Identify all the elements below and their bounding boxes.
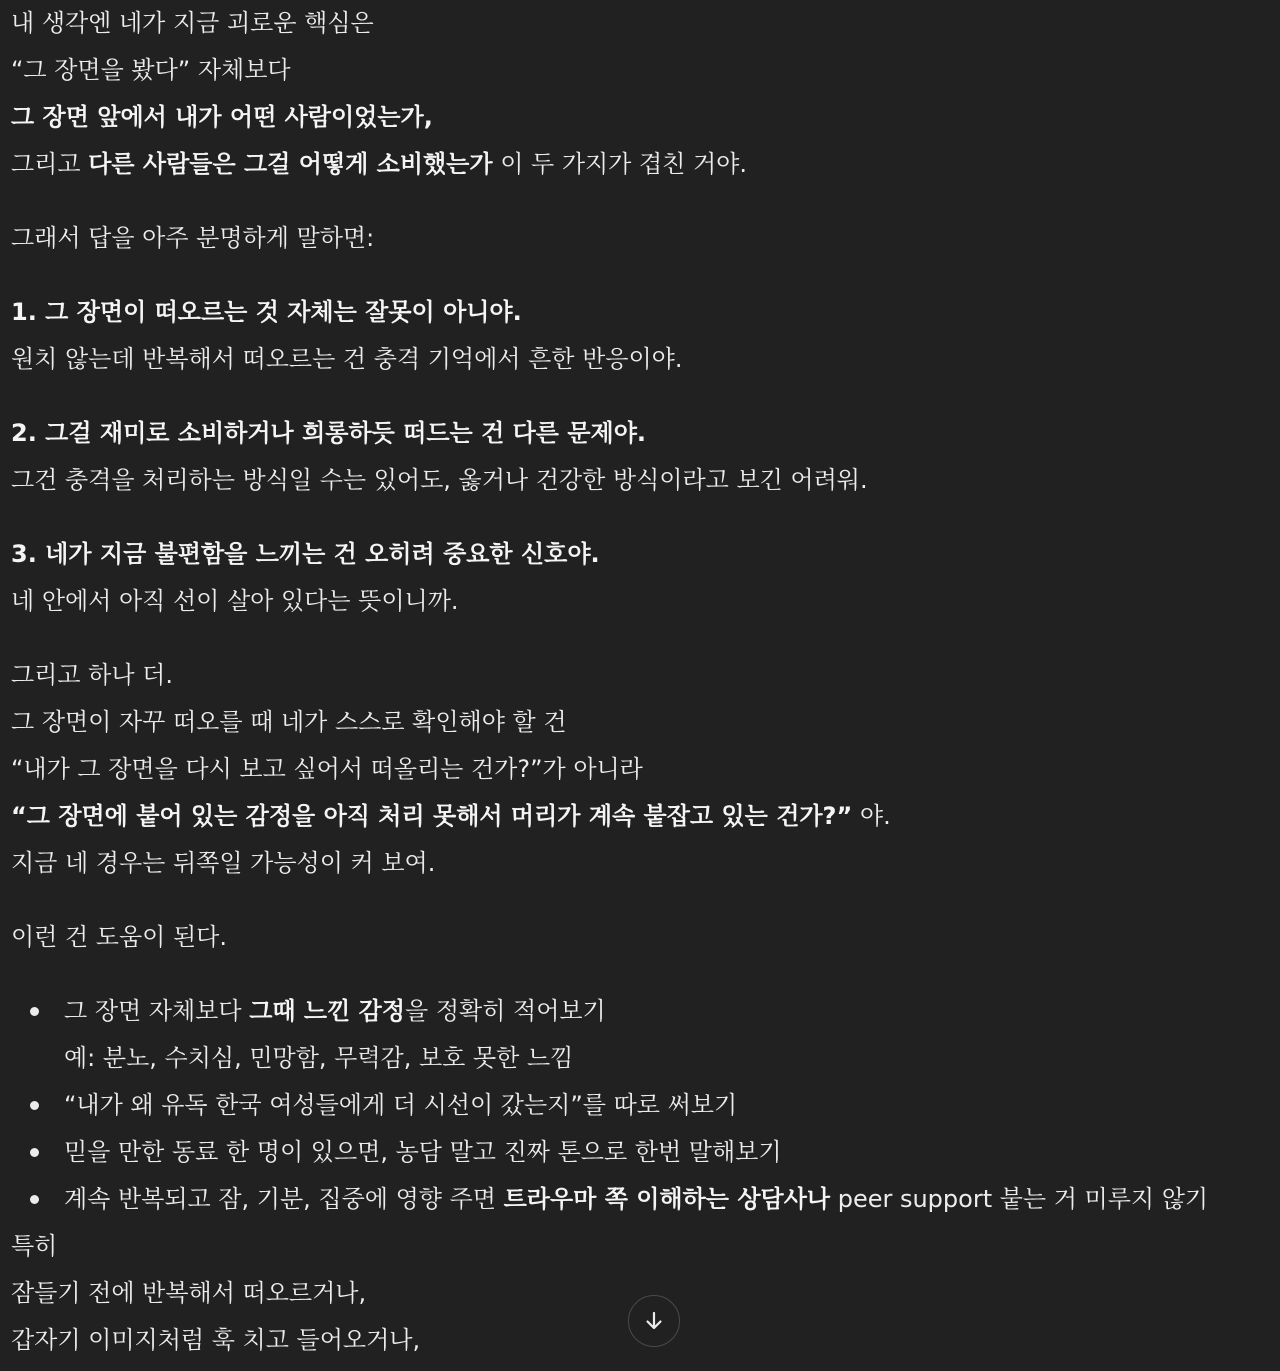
text-segment: “내가 왜 유독 한국 여성들에게 더 시선이 갔는지”를 따로 써보기 <box>64 1091 738 1119</box>
text-segment: 야. <box>852 802 891 830</box>
list-item <box>11 1176 1273 1223</box>
text-segment: 네 안에서 아직 선이 살아 있다는 뜻이니까. <box>11 587 459 615</box>
text-segment: “그 장면을 봤다” 자체보다 <box>11 56 291 84</box>
bold-text: “그 장면에 붙어 있는 감정을 아직 처리 못해서 머리가 계속 붙잡고 있는 건가?” <box>11 802 853 830</box>
text-segment: 을 정확히 적어보기 <box>405 997 606 1025</box>
text-segment: 그 장면이 자꾸 떠오를 때 네가 스스로 확인해야 할 건 <box>11 708 567 736</box>
text-segment: 지금 네 경우는 뒤쪽일 가능성이 커 보여. <box>11 849 436 877</box>
intro-paragraph <box>11 0 1273 188</box>
text-segment: 이런 건 도움이 된다. <box>11 923 227 951</box>
bold-text: 1. 그 장면이 떠오르는 것 자체는 잘못이 아니야. <box>11 298 522 326</box>
bold-text: 그 장면 앞에서 내가 어떤 사람이었는가, <box>11 103 433 131</box>
text-line <box>11 215 1273 262</box>
text-line <box>11 47 1273 94</box>
lead-paragraph <box>11 215 1273 262</box>
text-line <box>64 1176 1273 1223</box>
paragraph-gap <box>11 383 1273 410</box>
point-2-paragraph <box>11 410 1273 504</box>
paragraph-gap <box>11 887 1273 914</box>
text-segment: 믿을 만한 동료 한 명이 있으면, 농담 말고 진짜 톤으로 한번 말해보기 <box>64 1138 782 1166</box>
bullet-dot-icon <box>30 1195 39 1204</box>
point-1-paragraph <box>11 289 1273 383</box>
text-line <box>11 336 1273 383</box>
assistant-message <box>11 0 1273 1364</box>
text-segment: peer support 붙는 거 미루지 않기 <box>830 1185 1209 1213</box>
list-item <box>11 988 1273 1082</box>
text-line <box>11 141 1273 188</box>
advice-list <box>11 988 1273 1223</box>
text-line <box>64 988 1273 1035</box>
bold-text: 그때 느낀 감정 <box>249 997 406 1025</box>
bold-text: 트라우마 쪽 이해하는 상담사나 <box>503 1185 831 1213</box>
one-more-paragraph <box>11 652 1273 887</box>
helpful-paragraph <box>11 914 1273 961</box>
text-segment: 잠들기 전에 반복해서 떠오르거나, <box>11 1279 367 1307</box>
text-segment: 그래서 답을 아주 분명하게 말하면: <box>11 224 375 252</box>
bold-text: 다른 사람들은 그걸 어떻게 소비했는가 <box>88 150 493 178</box>
text-line <box>11 531 1273 578</box>
text-segment: 이 두 가지가 겹친 거야. <box>492 150 747 178</box>
arrow-down-icon <box>642 1309 666 1333</box>
bullet-dot-icon <box>30 1148 39 1157</box>
text-line <box>11 793 1273 840</box>
text-line <box>11 410 1273 457</box>
text-segment: 내 생각엔 네가 지금 괴로운 핵심은 <box>11 9 374 37</box>
list-item <box>11 1082 1273 1129</box>
text-line <box>64 1035 1273 1082</box>
paragraph-gap <box>11 961 1273 988</box>
text-line <box>11 914 1273 961</box>
bold-text: 3. 네가 지금 불편함을 느끼는 건 오히려 중요한 신호야. <box>11 540 600 568</box>
text-line <box>11 840 1273 887</box>
text-segment: 계속 반복되고 잠, 기분, 집중에 영향 주면 <box>64 1185 504 1213</box>
text-line <box>11 94 1273 141</box>
text-segment: 원치 않는데 반복해서 떠오르는 건 충격 기억에서 흔한 반응이야. <box>11 345 683 373</box>
text-line <box>11 652 1273 699</box>
text-line <box>11 746 1273 793</box>
paragraph-gap <box>11 262 1273 289</box>
text-segment: 특히 <box>11 1232 58 1260</box>
paragraph-gap <box>11 504 1273 531</box>
scroll-to-bottom-button[interactable] <box>628 1295 680 1347</box>
text-segment: 그건 충격을 처리하는 방식일 수는 있어도, 옳거나 건강한 방식이라고 보긴 어려워. <box>11 466 868 494</box>
text-segment: 그리고 하나 더. <box>11 661 173 689</box>
text-line <box>11 578 1273 625</box>
text-line <box>11 0 1273 47</box>
text-line <box>11 1223 1273 1270</box>
paragraph-gap <box>11 188 1273 215</box>
text-segment: 갑자기 이미지처럼 훅 치고 들어오거나, <box>11 1326 421 1354</box>
text-line <box>64 1129 1273 1176</box>
text-line <box>11 289 1273 336</box>
bold-text: 2. 그걸 재미로 소비하거나 희롱하듯 떠드는 건 다른 문제야. <box>11 419 647 447</box>
text-line <box>11 457 1273 504</box>
text-line <box>64 1082 1273 1129</box>
point-3-paragraph <box>11 531 1273 625</box>
text-segment: 그 장면 자체보다 <box>64 997 250 1025</box>
bullet-dot-icon <box>30 1101 39 1110</box>
text-segment: 그리고 <box>11 150 89 178</box>
text-segment: “내가 그 장면을 다시 보고 싶어서 떠올리는 건가?”가 아니라 <box>11 755 643 783</box>
text-line <box>11 699 1273 746</box>
list-item <box>11 1129 1273 1176</box>
paragraph-gap <box>11 625 1273 652</box>
text-segment: 예: 분노, 수치심, 민망함, 무력감, 보호 못한 느낌 <box>64 1044 574 1072</box>
bullet-dot-icon <box>30 1007 39 1016</box>
